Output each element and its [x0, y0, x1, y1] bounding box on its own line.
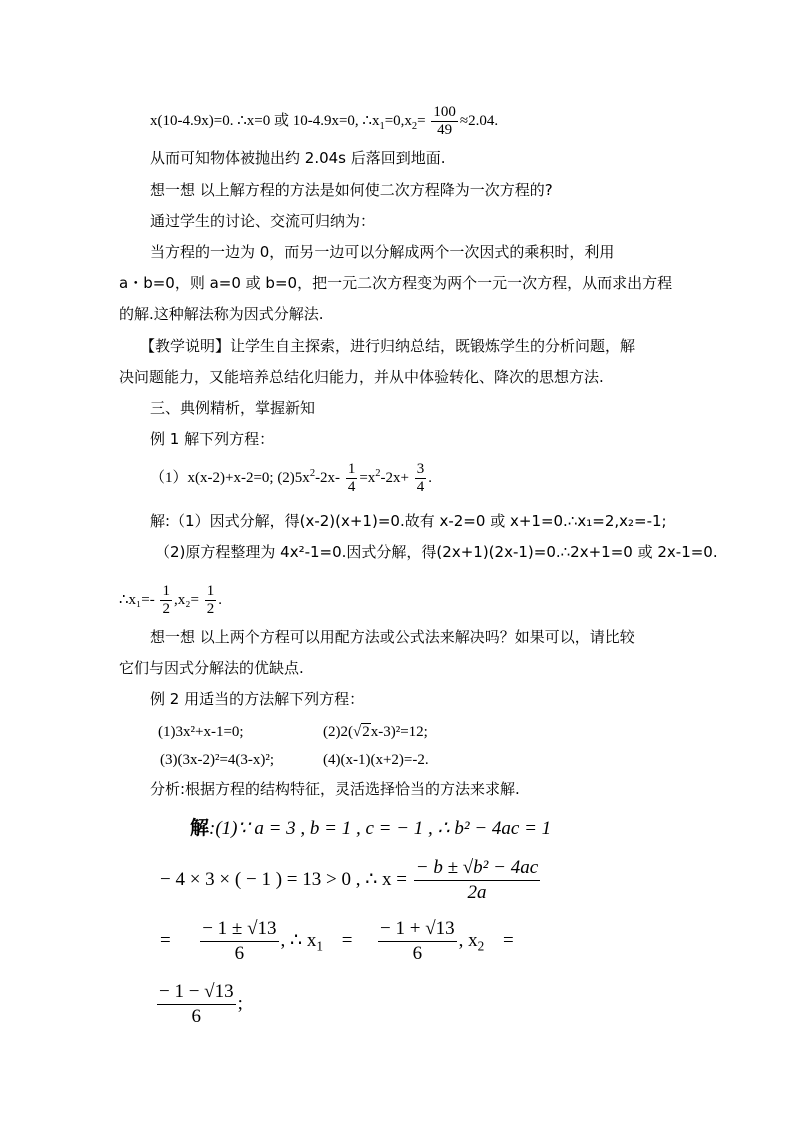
solution-label: 解 — [190, 817, 210, 839]
solution-row-4: $\frac{- 1 - √13}{6}$ ; — [159, 981, 243, 1027]
fraction-1-4: $\frac{1}{4}$ — [347, 461, 356, 495]
solution-row-3: = $\frac{- 1 \pm √13}{6}$ , ∴ $x_1$ = $\frac{- 1 + √13}{6}$ , $x_2$ = — [160, 918, 514, 964]
line-1: x(10-4.9x)=0. ∴x=0 或 10-4.9x=0, $\therefore x_1=0,x_2=$ $\frac{100}{49}$ ≈2.04. — [150, 104, 499, 138]
line-4: 通过学生的讨论、交流可归纳为： — [150, 212, 376, 230]
solution-row-1: 解:(1)∵ a = 3 , b = 1 , c = − 1 , ∴ b² − 4ac = 1 — [190, 817, 552, 839]
line-3: 想一想 以上解方程的方法是如何使二次方程降为一次方程的? — [150, 181, 553, 199]
line-17: 它们与因式分解法的优缺点. — [119, 659, 304, 677]
line-8: 【教学说明】让学生自主探索，进行归纳总结，既锻炼学生的分析问题，解 — [140, 337, 636, 355]
line-2: 从而可知物体被抛出约 2.04s 后落回到地面. — [150, 149, 446, 167]
line-14: （2)原方程整理为 4x²-1=0.因式分解，得(2x+1)(2x-1)=0.∴2x+1=0 或 2x-1=0. — [155, 543, 718, 561]
line-20b: (4)(x-1)(x+2)=-2. — [323, 752, 429, 768]
fraction-1-2: $\frac{1}{2}$ — [162, 583, 170, 617]
fraction-3-4: $\frac{3}{4}$ — [416, 461, 425, 495]
line-18: 例 2 用适当的方法解下列方程： — [150, 690, 365, 708]
line-19: (1)3x²+x-1=0; — [158, 724, 244, 740]
line-6: a・b=0，则 a=0 或 b=0，把一元二次方程变为两个一元一次方程，从而求出方程 — [119, 274, 673, 292]
fraction-100-49: $\frac{100}{49}$ — [433, 104, 456, 138]
line-12: （1）x(x-2)+x-2=0; $(2)5x^2-2x-$ $\frac{1}{4}$ $=x^2-2x+$ $\frac{3}{4}$ . — [150, 461, 432, 495]
fraction-x1: $\frac{- 1 + √13}{6}$ — [380, 918, 455, 964]
line-20a: (3)(3x-2)²=4(3-x)²; — [160, 752, 275, 768]
fraction-1-2-b: $\frac{1}{2}$ — [206, 583, 215, 617]
solution-row-2: − 4 × 3 × ( − 1 ) = 13 > 0 , ∴ x = $\frac{\text{− b ± √b² − 4ac}}{2a}$ — [160, 857, 539, 903]
quadratic-formula: $\frac{\text{− b ± √b² − 4ac}}{2a}$ — [415, 857, 539, 903]
line-13: 解:（1）因式分解，得(x-2)(x+1)=0.故有 x-2=0 或 x+1=0.∴x₁=2,x₂=-1; — [150, 512, 667, 530]
line-15: ∴x₁=- $\frac{1}{2}$ ,x₂= $\frac{1}{2}$ . — [119, 583, 222, 617]
text: x(10-4.9x)=0. ∴x=0 或 10-4.9x=0, ∴x — [150, 112, 380, 129]
line-21: 分析:根据方程的结构特征，灵活选择恰当的方法来求解. — [150, 780, 520, 798]
fraction-root13: $\frac{- 1 \pm √13}{6}$ — [202, 918, 277, 964]
fraction-x2: $\frac{- 1 - √13}{6}$ — [159, 981, 234, 1027]
line-7: 的解.这种解法称为因式分解法. — [119, 305, 324, 323]
line-9: 决问题能力，又能培养总结化归能力，并从中体验转化、降次的思想方法. — [119, 368, 604, 386]
line-11: 例 1 解下列方程： — [150, 430, 275, 448]
line-5: 当方程的一边为 0，而另一边可以分解成两个一次因式的乘积时，利用 — [150, 243, 615, 261]
line-10: 三、典例精析，掌握新知 — [150, 399, 316, 417]
line-19b: (2)2(√2x-3)²=12; — [323, 724, 428, 740]
line-16: 想一想 以上两个方程可以用配方法或公式法来解决吗？如果可以，请比较 — [150, 628, 635, 646]
sqrt-2: √2 — [353, 724, 370, 740]
